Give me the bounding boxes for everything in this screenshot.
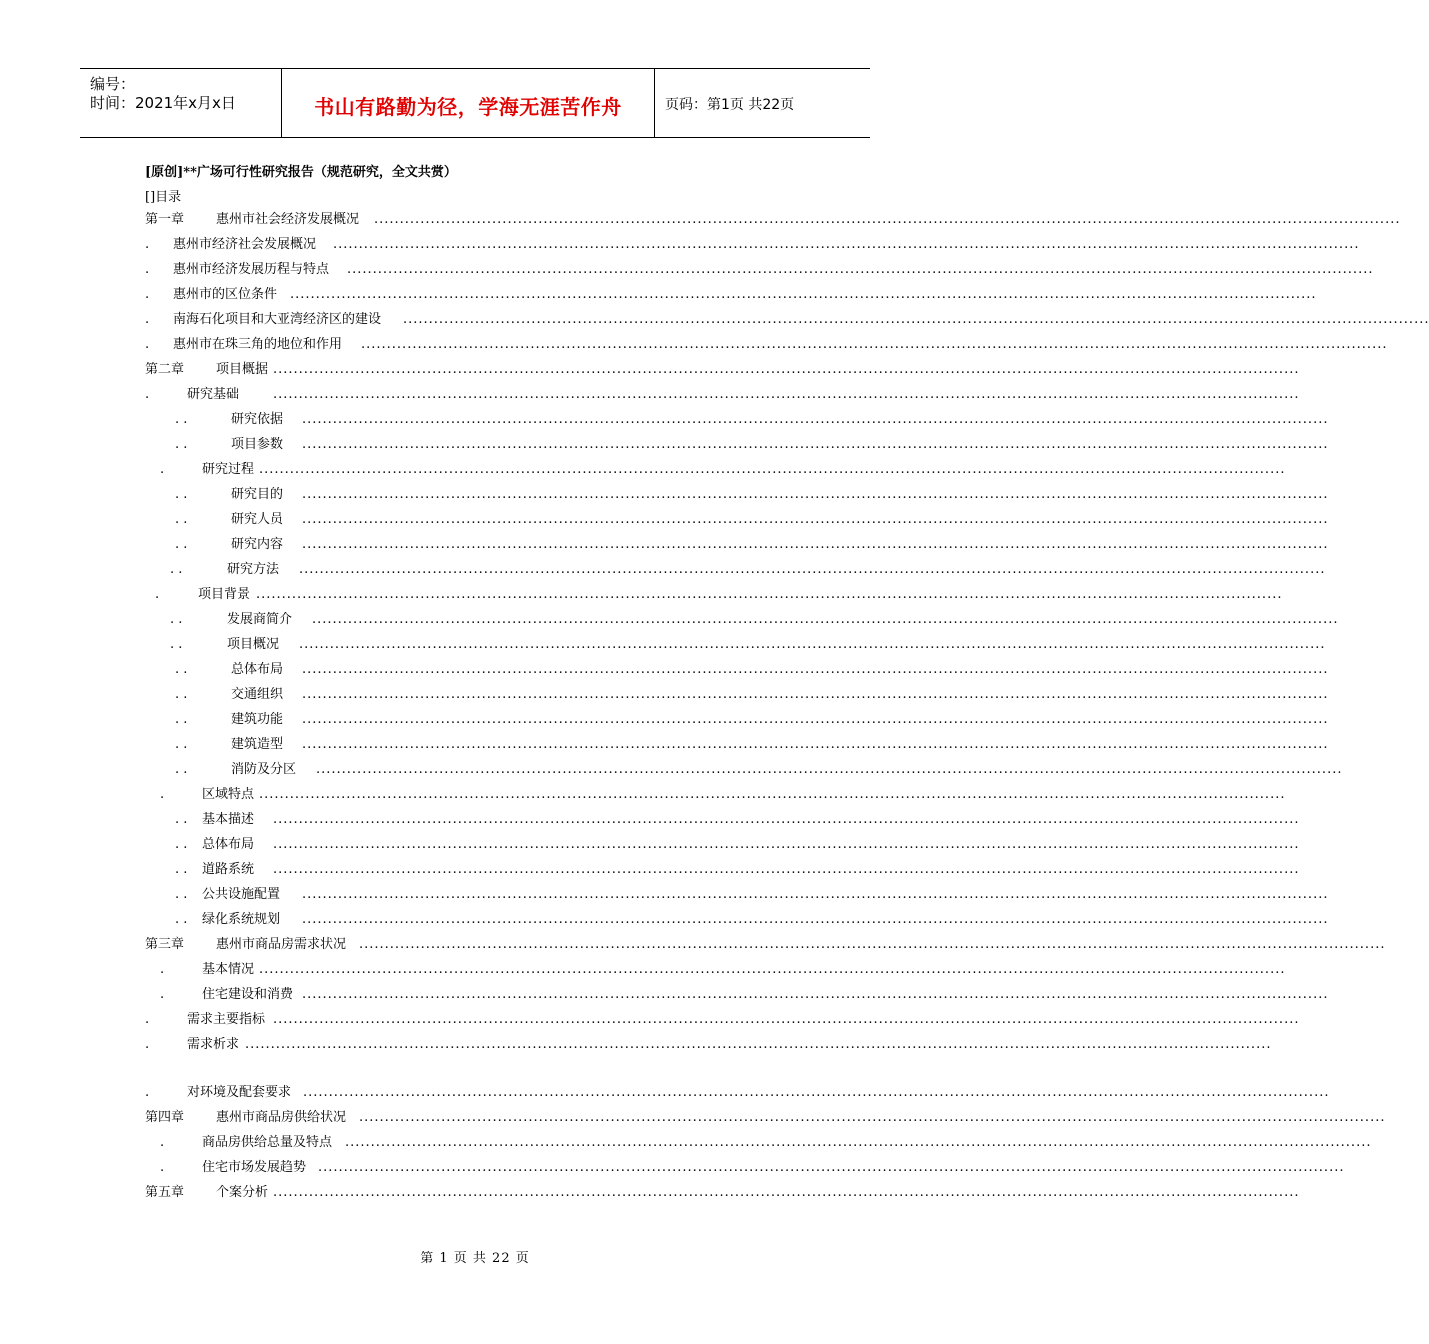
toc-entry-number: . <box>160 962 165 977</box>
toc-entry-number: . <box>145 312 150 327</box>
toc-leader-dots: ........................................................................................................................................................................................................ <box>302 912 1329 927</box>
toc-entry-title: 住宅市场发展趋势 <box>202 1160 307 1175</box>
toc-leader-dots: ........................................................................................................................................................................................................ <box>290 287 1317 302</box>
toc-entry-number: . . <box>175 537 188 552</box>
toc-entry-title: 研究基础 <box>187 387 240 402</box>
toc-entry <box>0 1184 1300 1202</box>
toc-entry-number: . <box>145 287 150 302</box>
toc-entry <box>0 1134 1372 1152</box>
toc-leader-dots: ........................................................................................................................................................................................................ <box>273 387 1300 402</box>
toc-entry-number: . . <box>175 662 188 677</box>
toc-entry-title: 绿化系统规划 <box>202 912 281 927</box>
toc-entry <box>0 711 1329 729</box>
toc-leader-dots: ........................................................................................................................................................................................................ <box>312 612 1339 627</box>
toc-entry <box>0 361 1300 379</box>
toc-leader-dots: ........................................................................................................................................................................................................ <box>359 937 1386 952</box>
toc-entry-number: . . <box>175 487 188 502</box>
toc-entry-title: 基本描述 <box>202 812 255 827</box>
toc-entry <box>0 261 1374 279</box>
toc-leader-dots: ........................................................................................................................................................................................................ <box>302 712 1329 727</box>
toc-entry-title: 惠州市在珠三角的地位和作用 <box>173 337 343 352</box>
toc-entry-title: 项目背景 <box>198 587 251 602</box>
toc-entry-title: 个案分析 <box>216 1185 269 1200</box>
toc-entry-number: . <box>145 1085 150 1100</box>
toc-entry <box>0 911 1329 929</box>
toc-leader-dots: ........................................................................................................................................................................................................ <box>256 587 1283 602</box>
toc-entry-title: 需求析求 <box>187 1037 240 1052</box>
toc-entry-title: 交通组织 <box>231 687 284 702</box>
toc-entry-title: 研究依据 <box>231 412 284 427</box>
toc-entry-title: 研究方法 <box>227 562 280 577</box>
header-page-cell <box>655 69 870 137</box>
toc-entry <box>0 811 1300 829</box>
toc-entry-number: . . <box>170 637 183 652</box>
toc-entry <box>0 636 1326 654</box>
toc-leader-dots: ........................................................................................................................................................................................................ <box>273 812 1300 827</box>
toc-entry-number: . <box>145 262 150 277</box>
toc-entry-title: 项目参数 <box>231 437 284 452</box>
toc-entry-title: 基本情况 <box>202 962 255 977</box>
toc-leader-dots: ........................................................................................................................................................................................................ <box>273 1012 1300 1027</box>
toc-entry-number: . . <box>175 862 188 877</box>
toc-leader-dots: ........................................................................................................................................................................................................ <box>347 262 1374 277</box>
toc-entry-number: . <box>155 587 160 602</box>
toc-leader-dots: ........................................................................................................................................................................................................ <box>302 537 1329 552</box>
toc-leader-dots: ........................................................................................................................................................................................................ <box>302 512 1329 527</box>
toc-entry-title: 公共设施配置 <box>202 887 281 902</box>
toc-entry-number: 第五章 <box>145 1185 185 1200</box>
toc-entry <box>0 761 1343 779</box>
toc-entry-title: 总体布局 <box>202 837 255 852</box>
toc-leader-dots: ........................................................................................................................................................................................................ <box>302 412 1329 427</box>
toc-entry <box>0 461 1286 479</box>
toc-entry-number: . <box>160 1135 165 1150</box>
toc-entry-number: . . <box>175 737 188 752</box>
toc-entry-title: 对环境及配套要求 <box>187 1085 292 1100</box>
toc-entry-number: . <box>160 987 165 1002</box>
toc-leader-dots: ........................................................................................................................................................................................................ <box>259 787 1286 802</box>
toc-entry-number: . . <box>175 412 188 427</box>
toc-entry <box>0 861 1300 879</box>
toc-entry <box>0 286 1317 304</box>
toc-entry-title: 研究内容 <box>231 537 284 552</box>
toc-entry <box>0 1159 1345 1177</box>
toc-entry-title: 建筑功能 <box>231 712 284 727</box>
toc-entry-number: . . <box>170 562 183 577</box>
toc-entry-title: 建筑造型 <box>231 737 284 752</box>
toc-entry-title: 惠州市经济社会发展概况 <box>173 237 317 252</box>
toc-leader-dots: ........................................................................................................................................................................................................ <box>302 887 1329 902</box>
toc-leader-dots: ........................................................................................................................................................................................................ <box>302 737 1329 752</box>
toc-entry <box>0 1084 1330 1102</box>
toc-leader-dots: ........................................................................................................................................................................................................ <box>302 687 1329 702</box>
toc-leader-dots: ........................................................................................................................................................................................................ <box>345 1135 1372 1150</box>
toc-leader-dots: ........................................................................................................................................................................................................ <box>259 462 1286 477</box>
header-info-cell <box>80 69 282 137</box>
toc-entry-number: . <box>145 237 150 252</box>
toc-entry <box>0 236 1360 254</box>
toc-entry <box>0 411 1329 429</box>
toc-entry-title: 惠州市社会经济发展概况 <box>216 212 360 227</box>
toc-entry <box>0 511 1329 529</box>
document-title: [原创]**广场可行性研究报告（规范研究，全文共赏） <box>145 165 457 180</box>
toc-entry <box>0 1036 1272 1054</box>
toc-entry-number: 第二章 <box>145 362 185 377</box>
toc-entry-title: 项目概况 <box>227 637 280 652</box>
toc-entry <box>0 611 1339 629</box>
toc-entry-number: . . <box>175 437 188 452</box>
toc-leader-dots: ........................................................................................................................................................................................................ <box>374 212 1401 227</box>
toc-entry-number: . . <box>175 912 188 927</box>
toc-leader-dots: ........................................................................................................................................................................................................ <box>299 562 1326 577</box>
toc-entry-number: 第四章 <box>145 1110 185 1125</box>
toc-leader-dots: ........................................................................................................................................................................................................ <box>333 237 1360 252</box>
toc-heading: []目录 <box>145 190 182 205</box>
toc-leader-dots: ........................................................................................................................................................................................................ <box>302 487 1329 502</box>
toc-leader-dots: ........................................................................................................................................................................................................ <box>273 862 1300 877</box>
toc-entry <box>0 586 1283 604</box>
toc-entry-title: 发展商简介 <box>227 612 293 627</box>
toc-entry-number: . <box>160 787 165 802</box>
toc-entry-number: . <box>145 387 150 402</box>
toc-entry-title: 惠州市商品房供给状况 <box>216 1110 347 1125</box>
toc-leader-dots: ........................................................................................................................................................................................................ <box>273 362 1300 377</box>
toc-entry-title: 研究过程 <box>202 462 255 477</box>
toc-entry <box>0 1011 1300 1029</box>
toc-leader-dots: ........................................................................................................................................................................................................ <box>302 662 1329 677</box>
toc-entry-title: 消防及分区 <box>231 762 297 777</box>
toc-entry-title: 研究目的 <box>231 487 284 502</box>
toc-leader-dots: ........................................................................................................................................................................................................ <box>403 312 1429 327</box>
toc-entry-number: . . <box>170 612 183 627</box>
toc-leader-dots: ........................................................................................................................................................................................................ <box>361 337 1388 352</box>
toc-entry-title: 研究人员 <box>231 512 284 527</box>
toc-leader-dots: ........................................................................................................................................................................................................ <box>318 1160 1345 1175</box>
toc-entry <box>0 536 1329 554</box>
toc-entry <box>0 786 1286 804</box>
toc-entry-number: . . <box>175 687 188 702</box>
toc-entry <box>0 436 1329 454</box>
toc-entry-title: 惠州市商品房需求状况 <box>216 937 347 952</box>
toc-entry-title: 道路系统 <box>202 862 255 877</box>
toc-leader-dots: ........................................................................................................................................................................................................ <box>359 1110 1386 1125</box>
toc-entry <box>0 936 1386 954</box>
toc-entry-number: 第一章 <box>145 212 185 227</box>
date-label: 时间：2021年x月x日 <box>90 94 236 112</box>
toc-entry-number: . <box>145 1037 150 1052</box>
toc-entry <box>0 561 1326 579</box>
toc-entry <box>0 661 1329 679</box>
toc-entry <box>0 686 1329 704</box>
toc-entry-number: . . <box>175 762 188 777</box>
toc-leader-dots: ........................................................................................................................................................................................................ <box>303 1085 1330 1100</box>
toc-entry-title: 惠州市经济发展历程与特点 <box>173 262 330 277</box>
toc-entry <box>0 886 1329 904</box>
toc-entry-title: 商品房供给总量及特点 <box>202 1135 333 1150</box>
toc-entry-title: 南海石化项目和大亚湾经济区的建设 <box>173 312 382 327</box>
page-footer: 第 1 页 共 22 页 <box>420 1251 530 1266</box>
toc-leader-dots: ........................................................................................................................................................................................................ <box>316 762 1343 777</box>
toc-entry-number: . . <box>175 812 188 827</box>
toc-entry-title: 项目概据 <box>216 362 269 377</box>
toc-entry-number: . <box>145 337 150 352</box>
toc-entry-number: . <box>160 1160 165 1175</box>
toc-entry <box>0 386 1300 404</box>
toc-leader-dots: ........................................................................................................................................................................................................ <box>299 637 1326 652</box>
toc-entry <box>0 736 1329 754</box>
page-info: 页码：第1页 共22页 <box>665 97 795 113</box>
toc-entry-title: 惠州市的区位条件 <box>173 287 278 302</box>
toc-leader-dots: ........................................................................................................................................................................................................ <box>302 437 1329 452</box>
toc-entry-title: 需求主要指标 <box>187 1012 266 1027</box>
toc-leader-dots: ........................................................................................................................................................................................................ <box>245 1037 1272 1052</box>
toc-entry-number: . . <box>175 887 188 902</box>
toc-leader-dots: ........................................................................................................................................................................................................ <box>273 1185 1300 1200</box>
toc-entry-title: 区域特点 <box>202 787 255 802</box>
toc-entry <box>0 336 1388 354</box>
toc-entry <box>0 311 1429 329</box>
page-header <box>80 68 870 138</box>
toc-entry <box>0 1109 1386 1127</box>
toc-entry-title: 住宅建设和消费 <box>202 987 294 1002</box>
toc-entry-number: . <box>160 462 165 477</box>
toc-leader-dots: ........................................................................................................................................................................................................ <box>302 987 1329 1002</box>
motto: 书山有路勤为径，学海无涯苦作舟 <box>314 95 622 119</box>
toc-entry-number: . . <box>175 712 188 727</box>
toc-entry-number: 第三章 <box>145 937 185 952</box>
toc-entry <box>0 986 1329 1004</box>
header-motto-cell <box>282 69 655 137</box>
toc-leader-dots: ........................................................................................................................................................................................................ <box>259 962 1286 977</box>
number-label: 编号： <box>90 75 136 93</box>
toc-entry-number: . <box>145 1012 150 1027</box>
toc-leader-dots: ........................................................................................................................................................................................................ <box>273 837 1300 852</box>
toc-entry <box>0 486 1329 504</box>
toc-entry-number: . . <box>175 837 188 852</box>
toc-entry-title: 总体布局 <box>231 662 284 677</box>
toc-entry-number: . . <box>175 512 188 527</box>
toc-entry <box>0 211 1401 229</box>
toc-entry <box>0 961 1286 979</box>
toc-entry <box>0 836 1300 854</box>
